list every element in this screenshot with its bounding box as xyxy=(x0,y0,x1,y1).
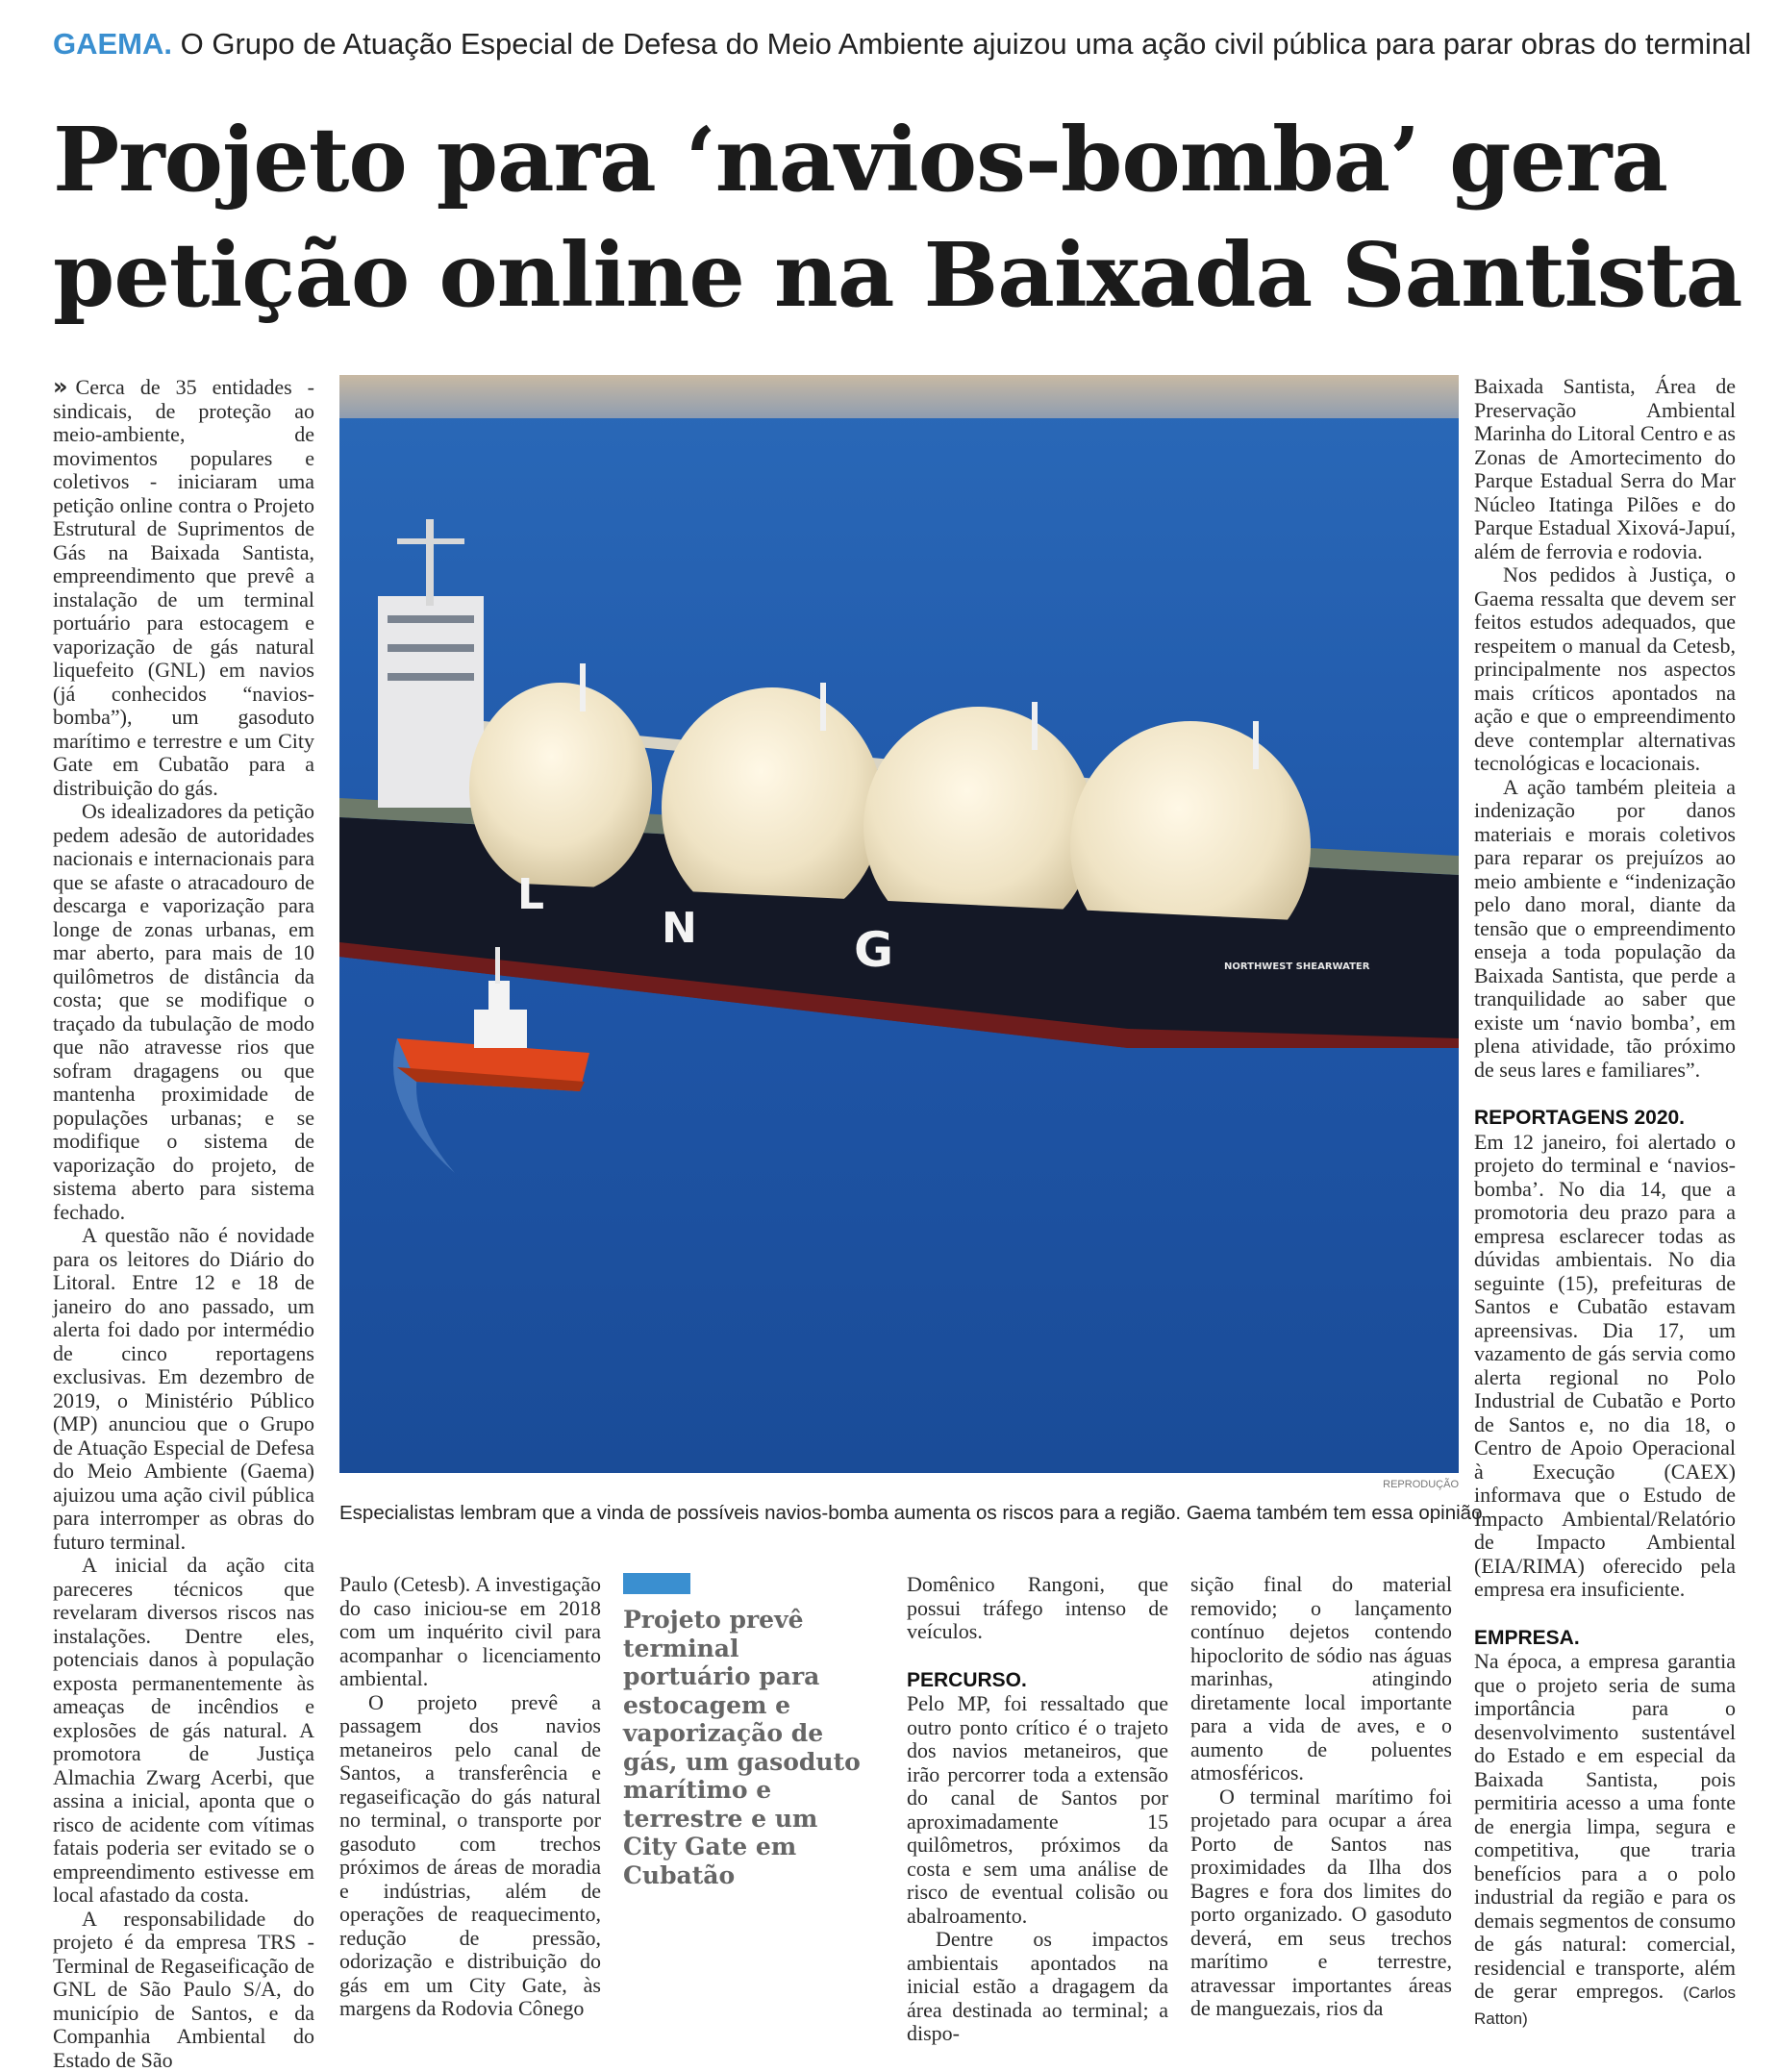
headline-line-2: petição online na Baixada Santista xyxy=(53,217,1745,333)
tug-mast xyxy=(495,947,500,984)
paragraph: O projeto prevê a passagem dos navios metaneiros pelo canal de Santos, a transferência e regaseificação do gás natural no terminal, o transporte por gasoduto com trechos próximos de áreas de moradia e indústrias, além de operações de reaquecimento, redução de pressão, odorização e distribuição do gás em um City Gate, às margens da Rodovia Cônego xyxy=(339,1691,601,2021)
kicker-text: O Grupo de Atuação Especial de Defesa do Meio Ambiente ajuizou uma ação civil pública para parar obras do terminal xyxy=(181,27,1752,61)
paragraph: sição final do material removido; o lançamento contínuo dejetos contendo hipoclorito de sódio nas águas marinhas, atingindo diretamente local importante para a vida de aves, e o aumento de poluentes atmosféricos. xyxy=(1190,1573,1452,1785)
pullquote-accent-bar xyxy=(623,1573,690,1594)
vent-mast xyxy=(1253,721,1259,769)
article-column-2 xyxy=(339,1573,601,2021)
kicker xyxy=(53,25,1745,63)
paragraph: Em 12 janeiro, foi alertado o projeto do terminal e ‘navios-bomba’. No dia 14, que a promotoria deu prazo para a empresa esclarecer todas as dúvidas ambientais. No dia seguinte (15), prefeituras de Santos e Cubatão estavam apreensivas. Dia 17, um vazamento de gás servia como alerta regional no Polo Industrial de Cubatão e Porto de Santos e, no dia 18, o Centro de Apoio Operacional à Execução (CAEX) informava que o Estudo de Impacto Ambiental/Relatório de Impacto Ambiental (EIA/RIMA) oferecido pela empresa era insuficiente. xyxy=(1474,1131,1736,1602)
horizon xyxy=(339,375,1459,418)
paragraph: Nos pedidos à Justiça, o Gaema ressalta que devem ser feitos estudos adequados, que respeitem o manual da Cetesb, principalmente nos aspectos mais críticos apontados na ação e que o empreendimento deve contemplar alternativas tecnológicas e locacionais. xyxy=(1474,563,1736,776)
headline xyxy=(53,102,1745,333)
bridge-windows xyxy=(388,615,474,623)
paragraph: » Cerca de 35 entidades - sindicais, de proteção ao meio-ambiente, de movimentos populares e coletivos - iniciaram uma petição online contra o Projeto Estrutural de Suprimentos de Gás na Baixada Santista, empreendimento que prevê a instalação de um terminal portuário para estocagem e vaporização de gás natural liquefeito (GNL) em navios (já conhecidos “navios-bomba”), um gasoduto marítimo e terrestre e um City Gate em Cubatão para a distribuição do gás. xyxy=(53,375,314,800)
paragraph: O terminal marítimo foi projetado para ocupar a área Porto de Santos nas proximidades da Ilha dos Bagres e fora dos limites do porto organizado. O gasoduto deverá, em seus trechos marítimo e terrestre, atravessar importantes áreas de manguezais, rios da xyxy=(1190,1785,1452,2021)
bridge-windows xyxy=(388,644,474,652)
paragraph: Dentre os impactos ambientais apontados na inicial estão a dragagem da área destinada ao terminal; a dispo- xyxy=(907,1928,1168,2046)
lng-ship-image xyxy=(339,375,1459,1473)
article-column-1 xyxy=(53,375,314,2072)
ship-bridge xyxy=(378,596,484,808)
article-column-6 xyxy=(1474,375,1736,2031)
author-credit: (Carlos Ratton) xyxy=(1474,1984,1736,2028)
ship-mast xyxy=(426,519,434,606)
tug-bridge xyxy=(488,981,510,1011)
double-chevron-icon: » xyxy=(53,373,68,400)
paragraph: Domênico Rangoni, que possui tráfego intenso de veículos. xyxy=(907,1573,1168,1644)
kicker-tag: GAEMA. xyxy=(53,27,172,61)
photo-caption: Especialistas lembram que a vinda de possíveis navios-bomba aumenta os riscos para a região. Gaema também tem essa opinião xyxy=(339,1500,1464,1527)
section-heading: PERCURSO. xyxy=(907,1669,1168,1693)
vent-mast xyxy=(820,683,826,731)
ship-photo xyxy=(339,375,1459,1473)
hull-letter-n: N xyxy=(662,904,697,953)
pullquote: Projeto prevê terminal portuário para estocagem e vaporização de gás, um gasoduto marítimo e terrestre e um City Gate em Cubatão xyxy=(623,1606,863,1889)
article-column-5 xyxy=(1190,1573,1452,2021)
lng-tank-1 xyxy=(469,683,652,894)
vent-mast xyxy=(1032,702,1038,750)
headline-line-1: Projeto para ‘navios-bomba’ gera xyxy=(53,102,1745,217)
paragraph: A ação também pleiteia a indenização por danos materiais e morais coletivos para reparar os prejuízos ao meio ambiente e “indenização pelo dano moral, diante da tensão que o empreendimento enseja a toda população da Baixada Santista, que perde a tranquilidade ao saber que existe um ‘navio bomba’, em plena atividade, tão próximo de seus lares e familiares”. xyxy=(1474,776,1736,1083)
tug-cabin xyxy=(474,1010,527,1048)
section-heading: REPORTAGENS 2020. xyxy=(1474,1107,1736,1131)
paragraph: Baixada Santista, Área de Preservação Ambiental Marinha do Litoral Centro e as Zonas de Amortecimento do Parque Estadual Serra do Mar Núcleo Itatinga Pilões e do Parque Estadual Xixová-Japuí, além de ferrovia e rodovia. xyxy=(1474,375,1736,563)
paragraph-text: Na época, a empresa garantia que o projeto seria de suma importância para o desenvolvimento sustentável do Estado e em especial da Baixada Santista, pois permitiria acesso a uma fonte de energia limpa, segura e competitiva, que traria benefícios para a o polo industrial da região e para os demais segmentos de consumo de gás natural: comercial, residencial e transporte, além de gerar empregos. xyxy=(1474,1649,1736,2003)
vent-mast xyxy=(580,663,586,711)
paragraph: Pelo MP, foi ressaltado que outro ponto crítico é o trajeto dos navios metaneiros, que irão percorrer toda a extensão do canal de Santos por aproximadamente 15 quilômetros, próximos da costa e sem uma análise de risco de eventual colisão ou abalroamento. xyxy=(907,1692,1168,1928)
paragraph: Os idealizadores da petição pedem adesão de autoridades nacionais e internacionais para que se afaste o atracadouro de descarga e vaporização para longe de zonas urbanas, em mar aberto, para mais de 10 quilômetros de distância da costa; que se modifique o traçado da tubulação de modo que não atravesse rios que sofram dragagens ou que mantenha proximidade de populações urbanas; e se modifique o sistema de vaporização do projeto, de sistema aberto para sistema fechado. xyxy=(53,800,314,1224)
paragraph xyxy=(1474,1650,1736,2031)
paragraph: A questão não é novidade para os leitores do Diário do Litoral. Entre 12 e 18 de janeiro do ano passado, um alerta foi dado por intermédio de cinco reportagens exclusivas. Em dezembro de 2019, o Ministério Público (MP) anunciou que o Grupo de Atuação Especial de Defesa do Meio Ambiente (Gaema) ajuizou uma ação civil pública para interromper as obras do futuro terminal. xyxy=(53,1224,314,1554)
article-column-4 xyxy=(907,1573,1168,2046)
bridge-windows xyxy=(388,673,474,681)
section-heading: EMPRESA. xyxy=(1474,1627,1736,1651)
paragraph: A inicial da ação cita pareceres técnicos que revelaram diversos riscos nas instalações. Dentre eles, potenciais danos à população exposta permanentemente às ameaças de incêndios e explosões de gás natural. A promotora de Justiça Almachia Zwarg Acerbi, que assina a inicial, aponta que o risco de acidente com vítimas fatais poderia ser evitado se o empreendimento estivesse em local afastado da costa. xyxy=(53,1554,314,1908)
hull-letter-g: G xyxy=(854,922,893,978)
paragraph: Paulo (Cetesb). A investigação do caso iniciou-se em 2018 com um inquérito civil para acompanhar o licenciamento ambiental. xyxy=(339,1573,601,1691)
mast-yard xyxy=(397,538,464,544)
hull-letter-l: L xyxy=(517,870,544,919)
ship-name: NORTHWEST SHEARWATER xyxy=(1224,961,1370,972)
photo-credit: REPRODUÇÃO xyxy=(1346,1479,1459,1490)
paragraph: A responsabilidade do projeto é da empresa TRS - Terminal de Regaseificação de GNL de São Paulo S/A, do município de Santos, e da Companhia Ambiental do Estado de São xyxy=(53,1908,314,2072)
